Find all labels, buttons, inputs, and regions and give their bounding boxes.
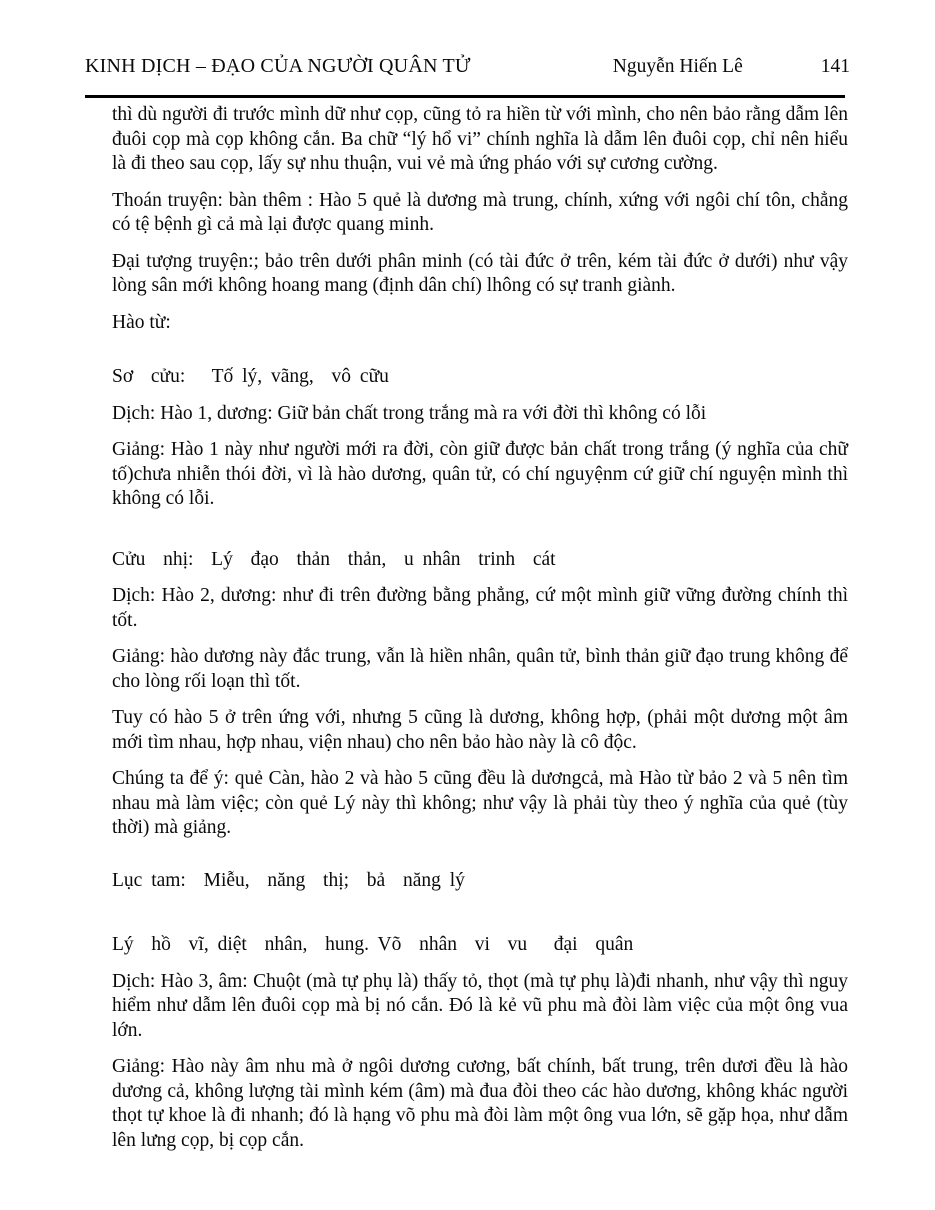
book-title: KINH DỊCH – ĐẠO CỦA NGƯỜI QUÂN TỬ bbox=[85, 55, 471, 77]
page-number: 141 bbox=[820, 56, 850, 77]
header-divider bbox=[85, 95, 845, 98]
dich-hao-1-paragraph: Dịch: Hào 1, dương: Giữ bản chất trong trắng mà ra với đời thì không có lỗi bbox=[112, 402, 707, 424]
cuu-nhi-line: Cửu nhị: Lý đạo thản thản, u nhân trinh cát bbox=[112, 548, 556, 570]
page-header bbox=[0, 0, 935, 78]
dich-hao-3-paragraph: Dịch: Hào 3, âm: Chuột (mà tự phụ là) thấy tỏ, thọt (mà tự phụ là)đi nhanh, như vậy thì nguy hiểm như dẫm lên đuôi cọp mà bị nó cắn. Đó là kẻ vũ phu mà đòi làm việc của một ông vua lớn. bbox=[112, 970, 848, 1041]
thoan-truyen-paragraph: Thoán truyện: bàn thêm : Hào 5 quẻ là dương mà trung, chính, xứng với ngôi chí tôn, chẳng có tệ bệnh gì cả mà lại được quang minh. bbox=[112, 189, 848, 235]
giang-hao-3-paragraph: Giảng: Hào này âm nhu mà ở ngôi dương cương, bất chính, bất trung, trên dươi đều là hào dương cả, không lượng tài mình kém (âm) mà đua đòi theo các hào dương, không khác người thọt tự khoe là đi nhanh; đó là hạng võ phu mà đòi làm một ông vua lớn, sẽ gặp họa, như dẫm lên lưng cọp, bị cọp cắn. bbox=[112, 1056, 848, 1151]
ly-ho-vi-line: Lý hồ vĩ, diệt nhân, hung. Võ nhân vi vu đại quân bbox=[112, 934, 634, 955]
chung-ta-de-y-paragraph: Chúng ta để ý: quẻ Càn, hào 2 và hào 5 cũng đều là dươngcả, mà Hào từ bảo 2 và 5 nên tìm nhau mà làm việc; còn quẻ Lý này thì không; như vậy là phải tùy theo ý nghĩa của quẻ (tùy thời) mà giảng. bbox=[112, 768, 848, 838]
dai-tuong-truyen-paragraph: Đại tượng truyện:; bảo trên dưới phân minh (có tài đức ở trên, kém tài đức ở dưới) như vậy lòng sân mới không hoang mang (định dân chí) lhông có sự tranh giành. bbox=[112, 250, 848, 296]
continuation-paragraph: thì dù người đi trước mình dữ như cọp, cũng tỏ ra hiền từ với mình, cho nên bảo rằng dẫm lên đuôi cọp mà cọp không cắn. Ba chữ “lý hổ vi” chính nghĩa là dẫm lên đuôi cọp, chỉ nên hiểu là đi theo sau cọp, lấy sự nhu thuận, vui vẻ mà ứng pháo với sự cương cường. bbox=[112, 104, 848, 174]
giang-hao-2-paragraph: Giảng: hào dương này đắc trung, vẫn là hiền nhân, quân tử, bình thản giữ đạo trung không để cho lòng rối loạn thì tốt. bbox=[112, 646, 848, 692]
page-body bbox=[0, 103, 935, 1153]
author-name: Nguyễn Hiến Lê bbox=[612, 56, 743, 77]
so-cuu-line: Sơ cửu: Tố lý, vãng, vô cữu bbox=[112, 366, 389, 387]
luc-tam-line: Lục tam: Miễu, năng thị; bả năng lý bbox=[112, 869, 465, 891]
hao-tu-heading: Hào từ: bbox=[112, 311, 171, 333]
giang-hao-1-paragraph: Giảng: Hào 1 này như người mới ra đời, còn giữ được bản chất trong trắng (ý nghĩa của chữ tố)chưa nhiễn thói đời, vì là hào dương, quân tử, có chí nguyệnm cứ giữ chí nguyện mình thì không có lỗi. bbox=[112, 439, 848, 509]
tuy-co-hao-5-paragraph: Tuy có hào 5 ở trên ứng với, nhưng 5 cũng là dương, không hợp, (phải một dương một âm mới tìm nhau, hợp nhau, viện nhau) cho nên bảo hào này là cô độc. bbox=[112, 707, 848, 753]
dich-hao-2-paragraph: Dịch: Hào 2, dương: như đi trên đường bằng phẳng, cứ một mình giữ vững đường chính thì tốt. bbox=[112, 585, 848, 631]
